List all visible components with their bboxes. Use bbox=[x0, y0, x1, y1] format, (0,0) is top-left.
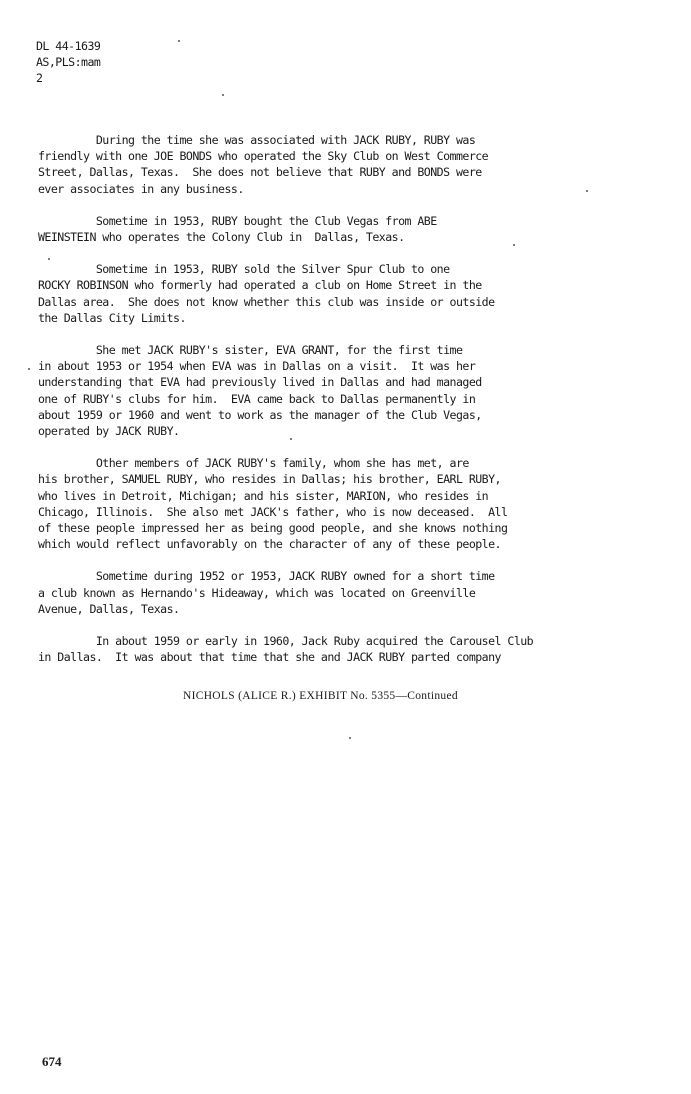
text-line: the Dallas City Limits. bbox=[38, 310, 186, 325]
text-line: Sometime in 1953, RUBY bought the Club Vegas from ABE bbox=[38, 213, 437, 228]
text-line: Avenue, Dallas, Texas. bbox=[38, 601, 180, 616]
text-line: Chicago, Illinois. She also met JACK's father, who is now deceased. All bbox=[38, 504, 508, 519]
text-line: a club known as Hernando's Hideaway, which was located on Greenville bbox=[38, 585, 476, 600]
text-line: In about 1959 or early in 1960, Jack Ruby acquired the Carousel Club bbox=[38, 634, 534, 649]
text-line: Sometime during 1952 or 1953, JACK RUBY owned for a short time bbox=[38, 569, 495, 584]
text-line: about 1959 or 1960 and went to work as the manager of the Club Vegas, bbox=[38, 407, 482, 422]
text-line: ever associates in any business. bbox=[38, 181, 244, 196]
scan-speck bbox=[513, 244, 515, 246]
sheet-number: 2 bbox=[36, 71, 43, 86]
report-body bbox=[38, 132, 678, 681]
paragraph-eva-grant bbox=[38, 342, 678, 439]
scan-speck bbox=[349, 737, 351, 739]
text-line: one of RUBY's clubs for him. EVA came back to Dallas permanently in bbox=[38, 391, 476, 406]
text-line: Other members of JACK RUBY's family, whom she has met, are bbox=[38, 456, 469, 471]
text-line: in about 1953 or 1954 when EVA was in Dallas on a visit. It was her bbox=[38, 359, 476, 374]
text-line: his brother, SAMUEL RUBY, who resides in Dallas; his brother, EARL RUBY, bbox=[38, 472, 501, 487]
text-line: During the time she was associated with JACK RUBY, RUBY was bbox=[38, 133, 476, 147]
text-line: She met JACK RUBY's sister, EVA GRANT, for the first time bbox=[38, 343, 463, 358]
text-line: WEINSTEIN who operates the Colony Club in Dallas, Texas. bbox=[38, 230, 405, 245]
paragraph-club-vegas bbox=[38, 213, 678, 245]
text-line: which would reflect unfavorably on the character of any of these people. bbox=[38, 537, 501, 552]
scan-speck bbox=[28, 368, 30, 370]
text-line: in Dallas. It was about that time that she and JACK RUBY parted company bbox=[38, 650, 501, 665]
text-line: Dallas area. She does not know whether this club was inside or outside bbox=[38, 294, 495, 309]
file-header bbox=[36, 38, 100, 87]
scan-speck bbox=[222, 94, 224, 96]
scan-speck bbox=[178, 40, 180, 42]
text-line: who lives in Detroit, Michigan; and his sister, MARION, who resides in bbox=[38, 488, 489, 503]
paragraph-joe-bonds bbox=[38, 132, 678, 197]
scan-speck bbox=[290, 438, 292, 440]
paragraph-family-members bbox=[38, 455, 678, 552]
text-line: Sometime in 1953, RUBY sold the Silver Spur Club to one bbox=[38, 262, 450, 277]
page-number: 674 bbox=[42, 1054, 62, 1069]
text-line: operated by JACK RUBY. bbox=[38, 424, 180, 439]
text-line: ROCKY ROBINSON who formerly had operated a club on Home Street in the bbox=[38, 278, 482, 293]
paragraph-silver-spur bbox=[38, 261, 678, 326]
text-line: friendly with one JOE BONDS who operated the Sky Club on West Commerce bbox=[38, 149, 489, 164]
paragraph-carousel-club bbox=[38, 633, 678, 665]
typist-initials: AS,PLS:mam bbox=[36, 55, 101, 70]
file-number: DL 44-1639 bbox=[36, 39, 101, 53]
paragraph-hernandos-hideaway bbox=[38, 568, 678, 617]
scan-speck bbox=[586, 190, 588, 192]
text-line: Street, Dallas, Texas. She does not believe that RUBY and BONDS were bbox=[38, 165, 482, 180]
exhibit-caption: NICHOLS (ALICE R.) EXHIBIT No. 5355—Continued bbox=[183, 690, 458, 702]
text-line: of these people impressed her as being good people, and she knows nothing bbox=[38, 521, 508, 536]
scan-speck bbox=[48, 258, 50, 260]
text-line: understanding that EVA had previously lived in Dallas and had managed bbox=[38, 375, 482, 390]
